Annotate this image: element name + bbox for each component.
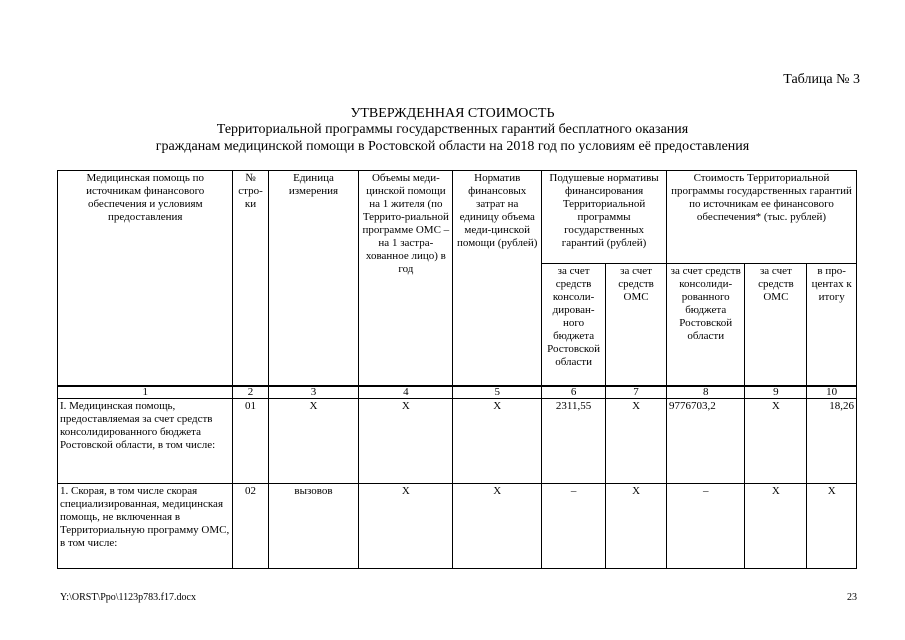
subheader-percent: в про-центах к итогу	[807, 264, 857, 387]
header-medical-care: Медицинская помощь по источникам финансового обеспечения и условиям предоставления	[58, 171, 233, 387]
column-number: 1	[58, 386, 233, 399]
row-number: 01	[233, 399, 268, 484]
row-name: I. Медицинская помощь, предоставляемая за счет средств консолидированного бюджета Ростовской области, в том числе:	[58, 399, 233, 484]
row-per-capita-oms: Х	[606, 399, 667, 484]
document-subtitle-line-1: Территориальной программы государственных гарантий бесплатного оказания	[216, 122, 689, 137]
row-norm: Х	[453, 399, 542, 484]
header-per-capita: Подушевые нормативы финансирования Территориальной программы государственных гарантий (рублей)	[542, 171, 667, 264]
row-number: 02	[233, 484, 268, 569]
row-unit: вызовов	[268, 484, 359, 569]
row-percent: 18,26	[807, 399, 857, 484]
document-subtitle-line-2: гражданам медицинской помощи в Ростовской области на 2018 год по условиям её предоставления	[155, 139, 750, 154]
column-number: 5	[453, 386, 542, 399]
row-cost-budget: –	[666, 484, 744, 569]
table-row	[58, 399, 857, 484]
table-row	[58, 484, 857, 569]
page-number: 23	[847, 592, 857, 603]
column-number: 6	[542, 386, 606, 399]
header-volume: Объемы меди-цинской помощи на 1 жителя (по Террито-риальной программе ОМС – на 1 застра-хованное лицо) в год	[359, 171, 453, 387]
row-unit: Х	[268, 399, 359, 484]
row-percent: Х	[807, 484, 857, 569]
subheader-cost-budget: за счет средств консолиди-рованного бюджета Ростовской области	[666, 264, 744, 387]
column-number: 10	[807, 386, 857, 399]
subheader-per-capita-budget: за счет средств консоли-дирован-ного бюджета Ростовской области	[542, 264, 606, 387]
file-path: Y:\ORST\Ppo\1123p783.f17.docx	[60, 592, 196, 603]
column-number: 9	[745, 386, 807, 399]
header-row-1	[58, 171, 857, 264]
row-cost-oms: Х	[745, 399, 807, 484]
column-number: 2	[233, 386, 268, 399]
row-norm: Х	[453, 484, 542, 569]
header-cost-norm: Норматив финансовых затрат на единицу объема меди-цинской помощи (рублей)	[453, 171, 542, 387]
header-unit: Единица измерения	[268, 171, 359, 387]
row-per-capita-budget: 2311,55	[542, 399, 606, 484]
row-volume: Х	[359, 484, 453, 569]
column-number: 4	[359, 386, 453, 399]
column-number-row	[58, 386, 857, 399]
column-number: 3	[268, 386, 359, 399]
column-number: 8	[666, 386, 744, 399]
subheader-per-capita-oms: за счет средств ОМС	[606, 264, 667, 387]
row-cost-budget: 9776703,2	[666, 399, 744, 484]
row-per-capita-budget: –	[542, 484, 606, 569]
table-number-label: Таблица № 3	[783, 72, 860, 87]
header-row-number: № стро-ки	[233, 171, 268, 387]
document-title: УТВЕРЖДЕННАЯ СТОИМОСТЬ	[350, 106, 555, 121]
row-volume: Х	[359, 399, 453, 484]
subheader-cost-oms: за счет средств ОМС	[745, 264, 807, 387]
header-program-cost: Стоимость Территориальной программы государственных гарантий по источникам ее финансового обеспечения* (тыс. рублей)	[666, 171, 856, 264]
row-cost-oms: Х	[745, 484, 807, 569]
row-name: 1. Скорая, в том числе скорая специализированная, медицинская помощь, не включенная в Территориальную программу ОМС, в том числе:	[58, 484, 233, 569]
row-per-capita-oms: Х	[606, 484, 667, 569]
column-number: 7	[606, 386, 667, 399]
cost-table	[57, 170, 857, 569]
